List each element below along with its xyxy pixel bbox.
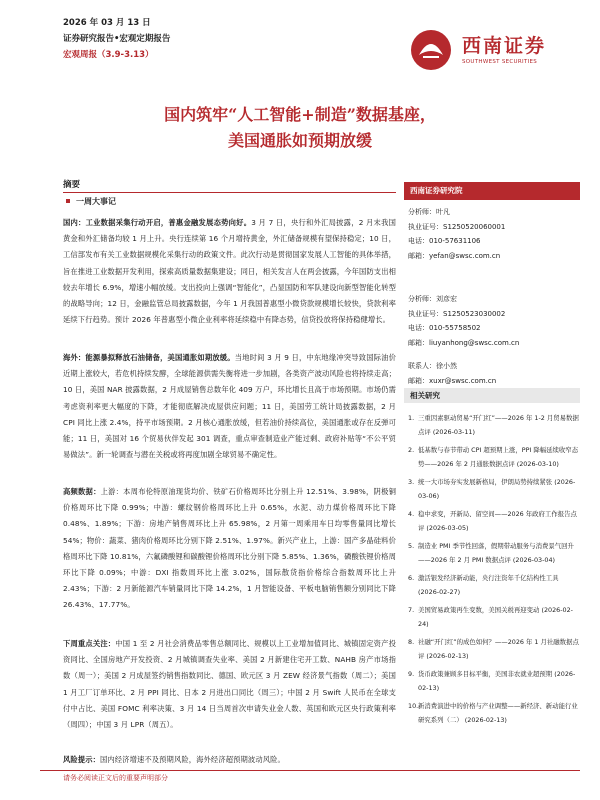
related-research-item[interactable] (408, 700, 580, 727)
analyst-1-name: 分析师：叶凡 (408, 208, 450, 216)
analyst-2-email[interactable]: 邮箱：liuyanhong@swsc.com.cn (408, 338, 520, 347)
high-frequency-text: 上游：本周布伦特原油现货均价、铁矿石价格周环比分别上升 12.51%、3.98%，阴极铜价格周环比下降 0.99%；中游：螺纹钢价格周环比上升 0.65%，水泥、动力煤价格周环比下降 0.48%、1.89%；下游：房地产销售周环比上升 65.98%，2 月第一周乘用车日均零售量同比增长 54%；物价：蔬菜、猪肉价格周环比分别下降 2.51%、1.97%。新兴产业上，上游：国产多晶硅料价格周环比下降 10.81%，六氟磷酸锂和碳酸锂价格周环比分别下降 5.85%、1.36%，磷酸铁锂价格周环比下降 0.09%；中游：DXI 指数周环比上涨 3.02%，国际散货指价格综合指数周环比上升 2.43%；下游：2 月新能源汽车销量同比下降 14.2%，1 月智能设备、平板电脑销售额分别同比下降 26.43%、17.77%。 (63, 487, 396, 610)
analyst-1-email[interactable]: 邮箱：yefan@swsc.com.cn (408, 251, 501, 260)
analyst-block-2 (408, 292, 580, 350)
domestic-text: 3 月 7 日，央行和外汇局披露，2 月末我国黄金和外汇储备均较 1 月上升。央行连续第 16 个月增持黄金，外汇储备规模有望保持稳定；10 日，工信部发布有关工业数据规模化采集行动的政策文件。此次行动是贯彻国家发展人工智能的具体举措，旨在推进工业数据开发利用，探索高质量数据集建设；同日，相关发言人在两会披露，今年国防支出相较去年增长 6.9%，增速小幅放缓。支出投向上强调“智能化”，凸显国防和军队建设向新型智能化转型的战略导向；12 日，金融监管总局披露数据，今年 1 月我国普惠型小微贷款规模增长较快，贷款利率延续下行趋势。预计 2026 年普惠型小微企业利率将延续稳中有降态势，信贷投放将保持稳健增长。 (63, 218, 396, 325)
domestic-paragraph (63, 215, 396, 328)
related-research-number: 4. (408, 510, 415, 518)
analyst-1-cert: 执业证号：S1250520060001 (408, 222, 506, 231)
related-research-item[interactable] (408, 540, 580, 567)
domestic-lead: 国内：工业数据采集行动开启，普惠金融发展态势向好。 (63, 218, 252, 227)
analyst-2-phone: 电话：010-55758502 (408, 324, 481, 332)
abstract-divider (63, 192, 396, 193)
related-research-text: 激活银发经济新动能，央行注资年千亿结构性工具 (2026-02-27) (418, 574, 559, 596)
report-date: 2026 年 03 月 13 日 (63, 18, 151, 28)
related-research-text: 美国贸易政策再生变数，美国关税再迎变动 (2026-02-24) (418, 606, 573, 628)
related-research-text: 制造业 PMI 季节性回落，假期带动服务与消费景气回升——2026 年 2 月 PMI 数据点评 (2026-03-04) (418, 542, 574, 564)
analyst-1-phone: 电话：010-57631106 (408, 237, 481, 245)
related-research-item[interactable] (408, 572, 580, 599)
related-research-item[interactable] (408, 476, 580, 503)
overseas-lead: 海外：能源暴拟释放石油储备，美国通胀如期放缓。 (63, 353, 235, 362)
related-research-item[interactable] (408, 604, 580, 631)
logo-name-cn: 西南证券 (462, 35, 547, 57)
report-type: 证券研究报告•宏观定期报告 (63, 34, 171, 44)
related-research-header: 相关研究 (404, 388, 580, 403)
related-research-item[interactable] (408, 668, 580, 695)
high-frequency-paragraph (63, 484, 396, 614)
contact-email[interactable]: 邮箱：xuxr@swsc.com.cn (408, 376, 497, 385)
related-research-text: 货币政策兼顾多目标平衡，美国非农就业超预期 (2026-02-13) (418, 670, 576, 692)
related-research-number: 8. (408, 638, 415, 646)
next-week-paragraph (63, 636, 396, 733)
contact-block (408, 359, 580, 388)
related-research-number: 2. (408, 446, 415, 454)
risk-text: 国内经济增速不及预期风险，海外经济超预期波动风险。 (99, 755, 285, 764)
high-frequency-lead: 高频数据： (63, 487, 101, 496)
weekly-label: 宏观周报（3.9-3.13） (63, 50, 154, 60)
analyst-2-cert: 执业证号：S1250523030002 (408, 309, 506, 318)
related-research-text: 三重因素驱动贸易“开门红”——2026 年 1-2 月贸易数据点评 (2026-03-11) (418, 414, 579, 436)
related-research-number: 6. (408, 574, 415, 582)
related-research-item[interactable] (408, 444, 580, 471)
related-research-text: 社融“开门红”的成色如何？——2026 年 1 月社融数据点评 (2026-02-13) (418, 638, 579, 660)
footer-divider (40, 770, 580, 771)
related-research-text: 新消费演进中的价格与产业调整——新经济、新动能行业研究系列（二） (2026-02-13) (418, 702, 578, 724)
related-research-number: 5. (408, 542, 415, 550)
analyst-2-name: 分析师：刘彦宏 (408, 295, 457, 303)
logo (406, 25, 576, 75)
related-research-item[interactable] (408, 508, 580, 535)
related-research-list (408, 412, 580, 732)
related-research-number: 3. (408, 478, 415, 486)
related-research-item[interactable] (408, 636, 580, 663)
risk-paragraph (63, 752, 396, 768)
related-research-number: 7. (408, 606, 415, 614)
overseas-paragraph (63, 350, 396, 463)
related-research-item[interactable] (408, 412, 580, 439)
page-title-line2: 美国通胀如预期放缓 (227, 131, 372, 150)
related-research-number: 1. (408, 414, 415, 422)
page-title-line1: 国内筑牢“人工智能+制造”数据基座， (164, 105, 436, 124)
related-research-text: 低基数与春节带动 CPI 超预期上涨，PPI 降幅延续收窄态势——2026 年 2 月通胀数据点评 (2026-03-10) (418, 446, 579, 468)
contact-name: 联系人：徐小然 (408, 362, 457, 370)
overseas-text: 当地时间 3 月 9 日，中东地缘冲突导致国际油价近期上涨较大，若危机持续发酵，全球能源供需失衡将进一步加剧，各类资产波动风险也将持续走高；10 日，美国 NAR 披露数据，2 月成屋销售总数年化 409 万户，环比增长且高于市场预期。市场仍需考虑资利率更大幅度的下降，才能彻底解决成屋供应问题；11 日，美国劳工统计局披露数据，2 月 CPI 同比上涨 2.4%，持平市场预期。2 月核心通胀放缓，但若油价持续高位，美国通胀或存在反弹可能；11 日，美国对 16 个贸易伙伴发起 301 调查，重点审查制造业产能过剩、政府补贴等“不公平贸易做法”。新一轮调查与潜在关税或将再度加剧全球贸易不确定性。 (63, 353, 396, 460)
logo-emblem-icon (406, 25, 456, 75)
analyst-block-1 (408, 205, 580, 263)
next-week-text: 中国 1 至 2 月社会消费品零售总额同比、规模以上工业增加值同比、城镇固定资产投资同比、全国房地产开发投资、2 月城镇调查失业率、美国 2 月新建住宅开工数、NAHB 房产市场指数（周一）；美国 2 月成屋签约销售指数同比、德国、欧元区 3 月 ZEW 经济景气指数（周二）；美国 1 月工厂订单环比、2 月 PPI 同比、日本 2 月进出口同比（周三）；中国 2 月 Swift 人民币在全球支付中占比、美国 FOMC 利率决策、3 月 14 日当周首次申请失业金人数、英国和欧元区央行政策利率（周四）；中国 3 月 LPR（周五）。 (63, 639, 396, 730)
related-research-text: 统一大市场夯实发展新格局，伊朗局势持续紧张 (2026-03-06) (418, 478, 576, 500)
logo-name-en: SOUTHWEST SECURITIES (462, 59, 538, 65)
related-research-text: 稳中求变，开新局、留空间——2026 年政府工作报告点评 (2026-03-05) (418, 510, 577, 532)
abstract-heading: 摘要 (63, 180, 81, 190)
weekly-events-heading: 一周大事记 (76, 197, 116, 206)
risk-lead: 风险提示： (63, 755, 100, 764)
related-research-number: 9. (408, 670, 415, 678)
research-institute-header: 西南证券研究院 (404, 182, 580, 200)
related-research-number: 10. (408, 702, 419, 710)
next-week-lead: 下周重点关注： (63, 639, 116, 648)
footer-disclaimer: 请务必阅读正文后的重要声明部分 (63, 774, 168, 782)
